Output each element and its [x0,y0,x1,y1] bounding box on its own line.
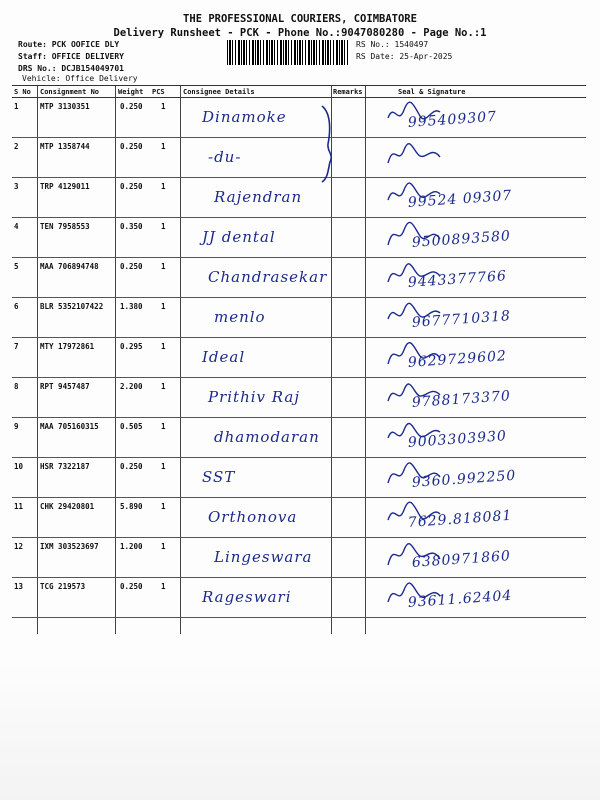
rs-date: RS Date: 25-Apr-2025 [356,52,453,61]
consignee-handwritten-name: Orthonova [208,508,298,526]
row-weight: 0.250 [120,462,143,471]
receiver-phone-handwritten: 9003303930 [407,428,508,451]
table-row [12,578,586,618]
row-pcs: 1 [161,142,166,151]
row-consignment-no: IXM 303523697 [40,542,99,551]
table-row [12,258,586,298]
row-weight: 2.200 [120,382,143,391]
col-header-weight: Weight [118,88,144,96]
row-pcs: 1 [161,582,166,591]
row-weight: 0.250 [120,142,143,151]
row-weight: 1.380 [120,302,143,311]
receiver-phone-handwritten: 9360.992250 [411,467,517,491]
drs-label: DRS No.: DCJB154049701 [18,64,124,73]
consignee-handwritten-name: Lingeswara [214,548,313,566]
rs-number: RS No.: 1540497 [356,40,429,49]
row-consignment-no: TEN 7958553 [40,222,90,231]
row-pcs: 1 [161,542,166,551]
table-top-border [12,85,586,86]
row-consignment-no: BLR 5352107422 [40,302,104,311]
consignee-handwritten-name: JJ dental [202,228,276,246]
row-consignment-no: MAA 706894748 [40,262,99,271]
row-consignment-no: HSR 7322187 [40,462,90,471]
col-header-consignee: Consignee Details [183,88,255,96]
row-consignment-no: MAA 705160315 [40,422,99,431]
receiver-phone-handwritten: 9788173370 [411,388,512,411]
table-row [12,298,586,338]
consignee-handwritten-name: Ideal [202,348,246,366]
row-sno: 3 [14,182,19,191]
table-row [12,218,586,258]
table-row [12,538,586,578]
row-sno: 1 [14,102,19,111]
receiver-phone-handwritten: 99524 09307 [407,187,513,211]
consignee-handwritten-name: -du- [208,148,242,166]
row-weight: 0.250 [120,182,143,191]
table-row [12,338,586,378]
row-sno: 6 [14,302,19,311]
row-sno: 4 [14,222,19,231]
row-sno: 2 [14,142,19,151]
row-pcs: 1 [161,222,166,231]
row-sno: 9 [14,422,19,431]
row-weight: 0.250 [120,582,143,591]
row-pcs: 1 [161,102,166,111]
consignee-handwritten-name: Chandrasekar [208,268,328,286]
row-consignment-no: MTP 1358744 [40,142,90,151]
route-label: Route: PCK OOFICE DLY [18,40,120,49]
row-pcs: 1 [161,262,166,271]
row-divider [12,617,586,618]
consignee-handwritten-name: Dinamoke [202,108,287,126]
row-consignment-no: CHK 29420801 [40,502,95,511]
table-row [12,138,586,178]
receiver-phone-handwritten: 9629729602 [407,348,508,371]
consignee-handwritten-name: menlo [214,308,266,326]
row-weight: 0.350 [120,222,143,231]
row-weight: 0.250 [120,102,143,111]
vehicle-label: Vehicle: Office Delivery [22,74,138,83]
row-weight: 0.295 [120,342,143,351]
receiver-phone-handwritten: 9500893580 [411,228,512,251]
row-weight: 0.505 [120,422,143,431]
row-sno: 10 [14,462,24,471]
row-pcs: 1 [161,382,166,391]
table-row [12,378,586,418]
consignee-handwritten-name: Prithiv Raj [208,388,301,406]
row-pcs: 1 [161,302,166,311]
receiver-phone-handwritten: 6380971860 [411,548,512,571]
col-header-pcs: PCS [152,88,165,96]
consignee-handwritten-name: Rageswari [202,588,292,606]
col-header-consignment: Consignment No [40,88,100,96]
row-weight: 1.200 [120,542,143,551]
col-header-sno: S No [14,88,31,96]
row-pcs: 1 [161,182,166,191]
row-weight: 0.250 [120,262,143,271]
row-sno: 11 [14,502,24,511]
row-sno: 12 [14,542,24,551]
row-pcs: 1 [161,342,166,351]
row-pcs: 1 [161,462,166,471]
receiver-phone-handwritten: 995409307 [407,108,498,131]
company-title: THE PROFESSIONAL COURIERS, COIMBATORE [183,13,417,25]
table-row [12,498,586,538]
receiver-phone-handwritten: 9443377766 [407,268,508,291]
consignee-handwritten-name: Rajendran [214,188,303,206]
row-consignment-no: MTY 17972861 [40,342,95,351]
table-row [12,458,586,498]
row-sno: 8 [14,382,19,391]
table-row [12,418,586,458]
runsheet-subtitle: Delivery Runsheet - PCK - Phone No.:9047080280 - Page No.:1 [113,27,487,39]
receiver-phone-handwritten: 9677710318 [411,308,512,331]
consignee-handwritten-name: SST [202,468,236,486]
row-sno: 7 [14,342,19,351]
table-row [12,98,586,138]
consignee-handwritten-name: dhamodaran [214,428,320,446]
receiver-phone-handwritten: 93611.62404 [407,587,513,611]
col-header-seal: Seal & Signature [398,88,466,96]
row-sno: 5 [14,262,19,271]
row-consignment-no: RPT 9457487 [40,382,90,391]
row-pcs: 1 [161,502,166,511]
staff-label: Staff: OFFICE DELIVERY [18,52,124,61]
row-consignment-no: MTP 3130351 [40,102,90,111]
row-consignment-no: TCG 219573 [40,582,86,591]
row-pcs: 1 [161,422,166,431]
receiver-phone-handwritten: 7629.818081 [407,507,513,531]
table-row [12,178,586,218]
signature-scribble [384,140,444,168]
ditto-bracket [318,104,342,184]
row-sno: 13 [14,582,24,591]
row-weight: 5.890 [120,502,143,511]
col-header-remarks: Remarks [333,88,363,96]
row-consignment-no: TRP 4129011 [40,182,90,191]
barcode [227,40,349,65]
